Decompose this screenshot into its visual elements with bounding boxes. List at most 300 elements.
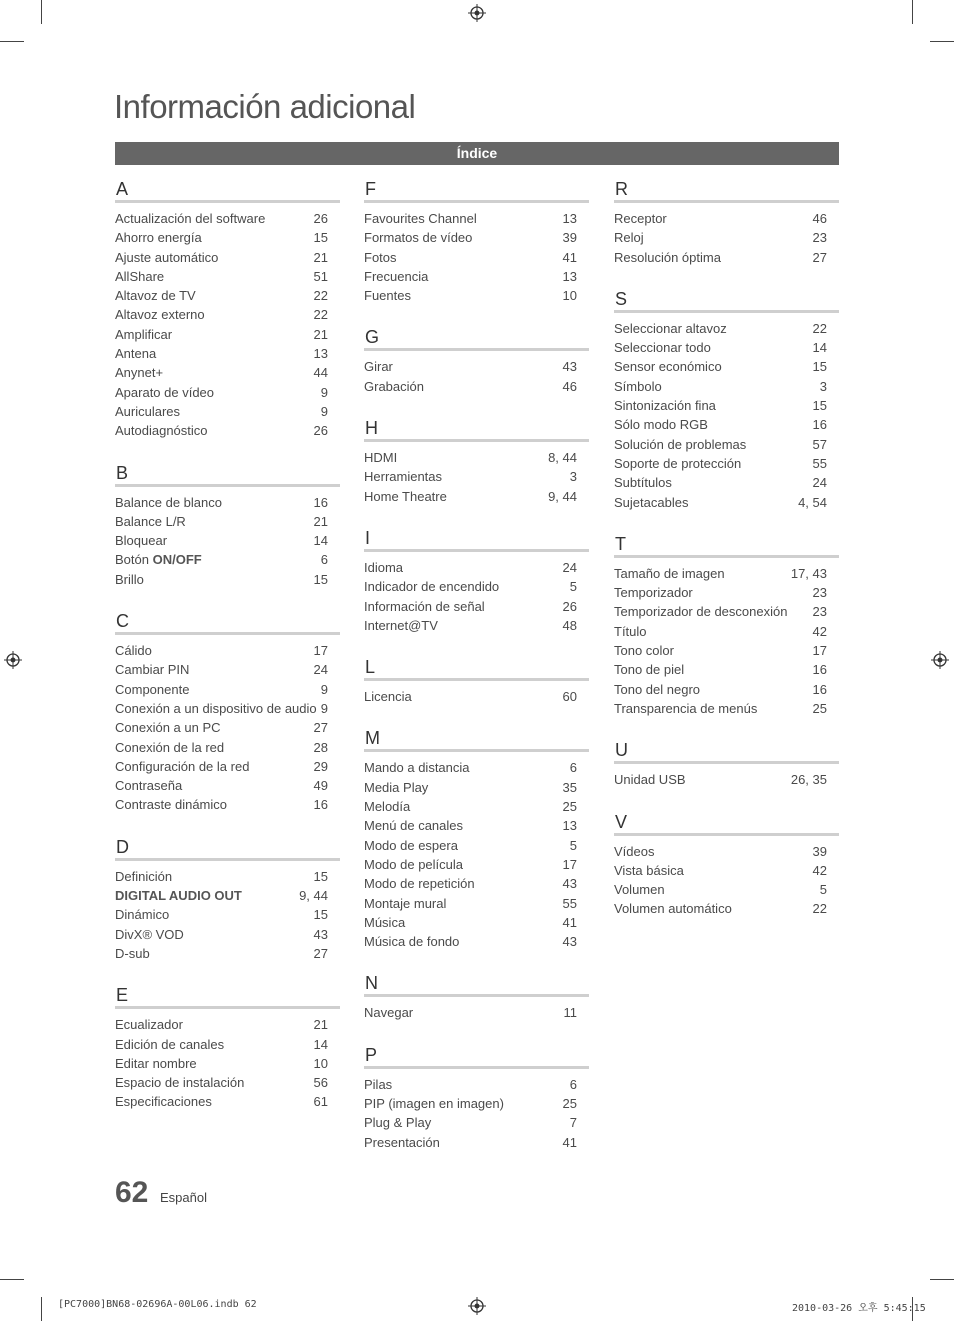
entry-term xyxy=(115,905,169,924)
section-letter: D xyxy=(116,836,129,857)
section-letter: C xyxy=(116,611,129,632)
entry-term-text: Bloquear xyxy=(115,533,168,549)
index-entry xyxy=(364,1075,589,1094)
entry-term xyxy=(115,1092,212,1111)
entry-term-text: Menú de canales xyxy=(364,818,464,834)
entry-term-text: Información de señal xyxy=(364,598,485,614)
section-rule xyxy=(115,632,340,635)
index-entry xyxy=(614,377,839,396)
entry-term-text: Editar nombre xyxy=(115,1055,197,1071)
entry-term xyxy=(364,209,477,228)
entry-page: 15 xyxy=(313,571,328,587)
section-letter: H xyxy=(365,418,378,439)
entry-term-text: Unidad USB xyxy=(614,772,686,788)
entry-term-text: Subtítulos xyxy=(614,475,672,491)
entry-term-text: Música xyxy=(364,914,406,930)
entry-term-text: Tono de piel xyxy=(614,662,685,678)
entry-term-text: Sujetacables xyxy=(614,494,689,510)
entry-page: 17 xyxy=(313,643,328,659)
entry-term-bold: ON/OFF xyxy=(152,552,202,568)
entry-term xyxy=(115,209,265,228)
section-letter: P xyxy=(365,1044,378,1065)
entry-page: 44 xyxy=(313,365,328,381)
index-entry xyxy=(115,905,340,924)
entry-term xyxy=(614,396,716,415)
entry-term xyxy=(364,228,472,247)
index-entry xyxy=(364,357,589,376)
index-entry xyxy=(364,758,589,777)
index-entry xyxy=(364,286,589,305)
section-letter: B xyxy=(116,462,129,483)
crop-mark xyxy=(912,0,913,24)
entry-term xyxy=(364,467,442,486)
index-section-d xyxy=(115,836,340,963)
index-column-3 xyxy=(614,178,839,940)
entry-term xyxy=(364,797,410,816)
entry-page: 16 xyxy=(812,662,827,678)
entry-term-text: Aparato de vídeo xyxy=(115,384,215,400)
crop-mark xyxy=(930,41,954,42)
entry-term-text: Fuentes xyxy=(364,288,411,304)
entry-term xyxy=(115,570,144,589)
entry-term-text: Conexión de la red xyxy=(115,739,225,755)
section-rule xyxy=(115,200,340,203)
entry-term xyxy=(364,1094,504,1113)
entry-term xyxy=(614,228,644,247)
index-entry xyxy=(364,209,589,228)
index-entry xyxy=(115,1015,340,1034)
entry-term-text: Mando a distancia xyxy=(364,760,470,776)
index-section-f xyxy=(364,178,589,305)
entry-page: 25 xyxy=(812,700,827,716)
index-entry xyxy=(115,209,340,228)
entry-page: 9 xyxy=(320,384,328,400)
index-entry xyxy=(115,305,340,324)
entry-page: 3 xyxy=(819,378,827,394)
index-entry xyxy=(115,402,340,421)
entry-term xyxy=(614,473,672,492)
entry-page: 8, 44 xyxy=(548,450,577,466)
entry-page: 29 xyxy=(313,758,328,774)
entry-term xyxy=(614,680,700,699)
index-entry xyxy=(364,248,589,267)
entry-page: 27 xyxy=(313,945,328,961)
entry-term xyxy=(115,383,214,402)
entry-term xyxy=(115,248,218,267)
entry-term xyxy=(115,325,172,344)
entry-term xyxy=(115,550,202,569)
entry-term-text: Volumen xyxy=(614,882,665,898)
entry-term xyxy=(115,795,227,814)
index-entry xyxy=(614,680,839,699)
entry-term xyxy=(115,718,221,737)
entry-page: 23 xyxy=(812,230,827,246)
entry-page: 28 xyxy=(313,739,328,755)
entry-page: 24 xyxy=(812,475,827,491)
entry-page: 21 xyxy=(313,513,328,529)
section-rule xyxy=(115,1006,340,1009)
index-section-v xyxy=(614,811,839,919)
entry-page: 15 xyxy=(313,907,328,923)
entry-term xyxy=(115,1073,244,1092)
entry-term xyxy=(115,305,205,324)
entry-term-text: Pilas xyxy=(364,1076,393,1092)
section-letter: E xyxy=(116,985,129,1006)
entry-term-text: Ajuste automático xyxy=(115,249,219,265)
index-section-a xyxy=(115,178,340,441)
index-entry xyxy=(614,564,839,583)
index-entry xyxy=(115,325,340,344)
entry-term xyxy=(364,874,475,893)
entry-term-text: Internet@TV xyxy=(364,617,438,633)
entry-term-text: Ecualizador xyxy=(115,1017,183,1033)
entry-term xyxy=(115,660,189,679)
registration-mark-icon xyxy=(468,4,486,22)
entry-page: 15 xyxy=(313,230,328,246)
index-entry xyxy=(115,344,340,363)
section-rule xyxy=(614,310,839,313)
index-entry xyxy=(364,932,589,951)
page-number: 62 xyxy=(115,1176,149,1209)
language-label: Español xyxy=(160,1190,207,1205)
entry-page: 6 xyxy=(569,1076,577,1092)
entry-page: 42 xyxy=(812,623,827,639)
entry-term-text: Amplificar xyxy=(115,326,173,342)
section-letter: I xyxy=(365,527,371,548)
entry-term-text: Modo de repetición xyxy=(364,876,475,892)
index-entry xyxy=(364,467,589,486)
entry-term-text: AllShare xyxy=(115,268,165,284)
index-entry xyxy=(614,319,839,338)
index-section-l xyxy=(364,656,589,706)
entry-term-text: Plug & Play xyxy=(364,1115,432,1131)
entry-term xyxy=(115,776,182,795)
entry-page: 26 xyxy=(313,423,328,439)
index-entry xyxy=(115,228,340,247)
entry-page: 5 xyxy=(569,579,577,595)
entry-term-text: Sensor económico xyxy=(614,359,722,375)
index-entry xyxy=(115,641,340,660)
index-entry xyxy=(364,487,589,506)
index-section-g xyxy=(364,326,589,396)
entry-page: 35 xyxy=(562,779,577,795)
entry-term-text: DivX® VOD xyxy=(115,926,184,942)
index-entry xyxy=(614,699,839,718)
entry-page: 6 xyxy=(320,552,328,568)
entry-page: 57 xyxy=(812,436,827,452)
entry-term xyxy=(364,778,428,797)
entry-term xyxy=(115,757,249,776)
index-entry xyxy=(614,861,839,880)
index-entry xyxy=(115,738,340,757)
entry-term-text: Presentación xyxy=(364,1134,440,1150)
entry-term xyxy=(614,622,647,641)
entry-term-text: Altavoz externo xyxy=(115,307,205,323)
index-entry xyxy=(364,1113,589,1132)
index-entry xyxy=(614,473,839,492)
index-section-b xyxy=(115,462,340,589)
entry-term xyxy=(364,377,424,396)
entry-term-text: Modo de espera xyxy=(364,837,458,853)
entry-term xyxy=(364,558,403,577)
entry-page: 15 xyxy=(812,359,827,375)
entry-term-text: Edición de canales xyxy=(115,1036,225,1052)
index-entry xyxy=(364,1003,589,1022)
entry-term-text: Balance de blanco xyxy=(115,494,222,510)
entry-term-text: Conexión a un PC xyxy=(115,720,221,736)
index-entry xyxy=(115,795,340,814)
registration-mark-icon xyxy=(468,1297,486,1315)
entry-term-text: Tono del negro xyxy=(614,681,701,697)
entry-page: 6 xyxy=(569,760,577,776)
entry-term xyxy=(614,454,741,473)
index-entry xyxy=(115,944,340,963)
section-letter: A xyxy=(116,179,129,199)
entry-page: 48 xyxy=(562,617,577,633)
index-entry xyxy=(115,867,340,886)
section-rule xyxy=(364,439,589,442)
entry-page: 10 xyxy=(562,288,577,304)
section-rule xyxy=(115,484,340,487)
section-rule xyxy=(364,348,589,351)
entry-term xyxy=(115,886,242,905)
entry-term xyxy=(614,435,746,454)
entry-page: 26, 35 xyxy=(790,772,827,788)
index-entry xyxy=(614,660,839,679)
entry-term-text: Cálido xyxy=(115,643,152,659)
entry-term xyxy=(364,616,438,635)
entry-term-text: Actualización del software xyxy=(115,211,266,226)
entry-term-text: Transparencia de menús xyxy=(614,700,758,716)
index-entry xyxy=(115,886,340,905)
footer-file-info: [PC7000]BN68-02696A-00L06.indb 62 xyxy=(58,1299,257,1310)
index-entry xyxy=(364,558,589,577)
entry-term xyxy=(614,602,787,621)
entry-page: 17, 43 xyxy=(790,565,827,581)
index-entry xyxy=(364,267,589,286)
index-entry xyxy=(614,602,839,621)
entry-page: 14 xyxy=(313,1036,328,1052)
section-letter: M xyxy=(365,728,380,749)
section-rule xyxy=(115,858,340,861)
index-column-2 xyxy=(364,178,589,1173)
index-entry xyxy=(614,899,839,918)
entry-term-text: Anynet+ xyxy=(115,365,164,381)
section-rule xyxy=(364,678,589,681)
entry-term xyxy=(115,1015,183,1034)
entry-term xyxy=(614,880,665,899)
index-entry xyxy=(364,577,589,596)
entry-term xyxy=(115,1035,224,1054)
entry-term-text: Dinámico xyxy=(115,907,170,923)
entry-term xyxy=(614,842,654,861)
index-entry xyxy=(115,680,340,699)
entry-page: 24 xyxy=(313,662,328,678)
entry-page: 26 xyxy=(313,211,328,226)
entry-term xyxy=(364,855,463,874)
index-entry xyxy=(364,855,589,874)
index-section-c xyxy=(115,610,340,815)
entry-page: 43 xyxy=(562,359,577,375)
entry-term xyxy=(115,699,317,718)
entry-page: 55 xyxy=(812,455,827,471)
index-section-p xyxy=(364,1044,589,1152)
entry-term xyxy=(614,583,693,602)
entry-term xyxy=(115,512,186,531)
entry-term-text: Receptor xyxy=(614,211,667,226)
entry-term xyxy=(364,577,499,596)
entry-term-text: Licencia xyxy=(364,689,412,705)
entry-term xyxy=(614,699,757,718)
entry-term-bold: DIGITAL AUDIO OUT xyxy=(115,888,242,904)
index-entry xyxy=(115,776,340,795)
entry-term xyxy=(614,493,688,512)
crop-mark xyxy=(0,1279,24,1280)
entry-term-text: Fotos xyxy=(364,249,397,265)
index-entry xyxy=(115,512,340,531)
entry-term-text: Favourites Channel xyxy=(364,211,477,226)
index-entry xyxy=(614,622,839,641)
index-entry xyxy=(115,550,340,569)
index-entry xyxy=(115,363,340,382)
entry-term xyxy=(364,1133,440,1152)
index-entry xyxy=(364,1094,589,1113)
entry-term-text: Título xyxy=(614,623,647,639)
entry-term-text: Contraseña xyxy=(115,778,183,794)
entry-page: 55 xyxy=(562,895,577,911)
entry-term xyxy=(115,1054,197,1073)
entry-term-text: Definición xyxy=(115,868,173,884)
entry-page: 21 xyxy=(313,249,328,265)
entry-page: 24 xyxy=(562,559,577,575)
section-letter: S xyxy=(615,288,628,309)
entry-page: 10 xyxy=(313,1055,328,1071)
entry-page: 25 xyxy=(562,799,577,815)
registration-mark-icon xyxy=(931,651,949,669)
index-entry xyxy=(115,383,340,402)
index-entry xyxy=(115,1092,340,1111)
index-section-h xyxy=(364,417,589,506)
entry-term xyxy=(115,641,152,660)
crop-mark xyxy=(0,41,24,42)
entry-term xyxy=(115,402,180,421)
entry-page: 56 xyxy=(313,1075,328,1091)
index-entry xyxy=(614,493,839,512)
index-entry xyxy=(614,228,839,247)
entry-term-text: Vídeos xyxy=(614,843,655,859)
entry-term-text: Especificaciones xyxy=(115,1094,212,1110)
entry-term-text: Balance L/R xyxy=(115,513,186,529)
index-entry xyxy=(614,641,839,660)
index-entry xyxy=(364,687,589,706)
entry-page: 7 xyxy=(569,1115,577,1131)
entry-page: 39 xyxy=(562,230,577,246)
entry-page: 43 xyxy=(562,934,577,950)
crop-mark xyxy=(41,1297,42,1321)
entry-term xyxy=(364,932,459,951)
index-entry xyxy=(115,570,340,589)
entry-page: 9, 44 xyxy=(548,488,577,504)
entry-term xyxy=(364,687,412,706)
entry-term xyxy=(364,597,485,616)
entry-page: 42 xyxy=(812,862,827,878)
page-title: Información adicional xyxy=(114,88,416,125)
entry-term-text: Volumen automático xyxy=(614,901,732,917)
entry-term xyxy=(115,493,222,512)
entry-term-text: HDMI xyxy=(364,450,398,466)
entry-page: 5 xyxy=(819,882,827,898)
entry-page: 21 xyxy=(313,326,328,342)
entry-term xyxy=(115,867,172,886)
entry-term-text: Resolución óptima xyxy=(614,249,721,265)
entry-page: 46 xyxy=(562,378,577,394)
index-entry xyxy=(364,1133,589,1152)
index-entry xyxy=(364,778,589,797)
index-entry xyxy=(115,1073,340,1092)
entry-page: 49 xyxy=(313,778,328,794)
entry-term xyxy=(614,248,721,267)
registration-mark-icon xyxy=(4,651,22,669)
entry-term-text: Sintonización fina xyxy=(614,398,716,414)
entry-page: 15 xyxy=(313,868,328,884)
entry-term xyxy=(115,286,196,305)
index-entry xyxy=(364,913,589,932)
index-entry xyxy=(364,816,589,835)
entry-term xyxy=(364,758,470,777)
entry-page: 16 xyxy=(313,797,328,813)
entry-term xyxy=(364,894,446,913)
index-entry xyxy=(115,718,340,737)
entry-term-text: Música de fondo xyxy=(364,934,460,950)
entry-term xyxy=(614,377,662,396)
entry-term-text: Tamaño de imagen xyxy=(614,565,725,581)
entry-term xyxy=(614,641,674,660)
entry-term-text: D-sub xyxy=(115,945,150,961)
entry-term-text: Seleccionar altavoz xyxy=(614,320,727,336)
entry-term xyxy=(364,448,397,467)
index-entry xyxy=(364,797,589,816)
entry-term xyxy=(614,338,711,357)
entry-term xyxy=(115,944,150,963)
entry-term xyxy=(115,267,164,286)
index-entry xyxy=(115,267,340,286)
entry-term xyxy=(364,487,447,506)
entry-term xyxy=(614,861,684,880)
section-letter: G xyxy=(365,327,380,348)
entry-term-text: Formatos de vídeo xyxy=(364,230,473,246)
index-entry xyxy=(614,415,839,434)
entry-term-text: Home Theatre xyxy=(364,488,447,504)
entry-page: 61 xyxy=(313,1094,328,1110)
index-section-t xyxy=(614,533,839,718)
entry-term xyxy=(364,267,428,286)
entry-page: 13 xyxy=(562,268,577,284)
entry-page: 26 xyxy=(562,598,577,614)
entry-term-text: Navegar xyxy=(364,1005,414,1021)
entry-term-text: Seleccionar todo xyxy=(614,340,711,356)
entry-term xyxy=(364,1113,431,1132)
entry-term-text: Autodiagnóstico xyxy=(115,423,208,439)
entry-term xyxy=(614,770,686,789)
crop-mark xyxy=(930,1279,954,1280)
entry-page: 22 xyxy=(313,288,328,304)
index-entry xyxy=(614,583,839,602)
entry-term xyxy=(614,319,727,338)
section-letter: R xyxy=(615,179,628,199)
entry-page: 43 xyxy=(313,926,328,942)
entry-term xyxy=(614,899,732,918)
entry-term xyxy=(364,816,463,835)
